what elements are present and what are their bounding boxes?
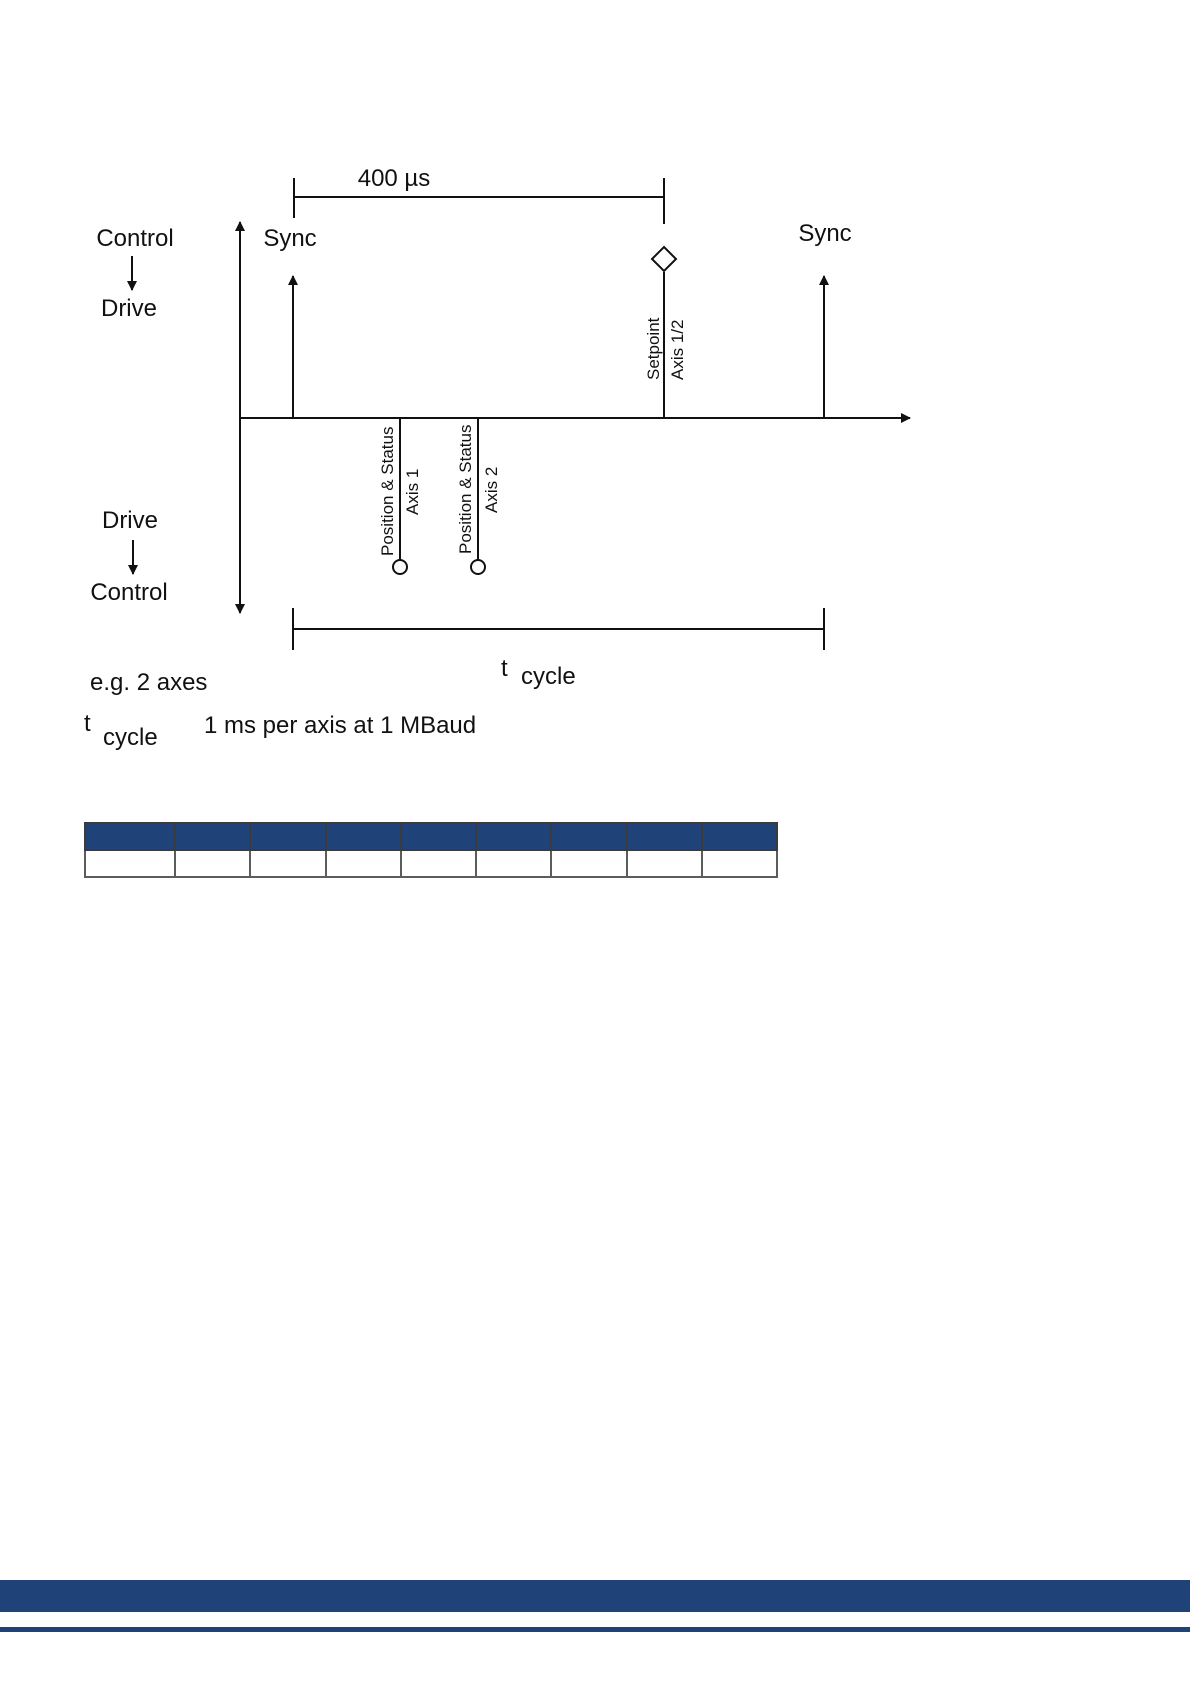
setpoint-label: Setpoint — [644, 317, 663, 380]
formula-sub: cycle — [103, 724, 158, 751]
table-header-cell — [85, 823, 175, 850]
example-note: e.g. 2 axes — [90, 669, 208, 696]
sync-pulse-left — [263, 225, 316, 418]
table-header-row — [85, 823, 777, 850]
table-row — [85, 850, 777, 877]
setpoint-marker — [644, 247, 687, 418]
footer-rule — [0, 1627, 1190, 1632]
control-label-top: Control — [96, 225, 174, 252]
table-header-cell — [551, 823, 626, 850]
table-header-cell — [401, 823, 476, 850]
sync-pulse-right — [798, 220, 851, 418]
table-header-cell — [627, 823, 702, 850]
table-header-cell — [175, 823, 250, 850]
status-marker-axis2 — [456, 418, 501, 574]
table-cell — [702, 850, 777, 877]
direction-control-to-drive — [96, 225, 173, 322]
setpoint-axis-label: Axis 1/2 — [668, 319, 687, 380]
formula-t: t — [84, 710, 91, 737]
table-header-cell — [250, 823, 325, 850]
empty-table — [84, 822, 778, 878]
circle-icon — [393, 560, 407, 574]
table-header-cell — [326, 823, 401, 850]
status-marker-axis1 — [378, 418, 422, 574]
axis2-axis-label: Axis 2 — [482, 466, 501, 513]
table-cell — [401, 850, 476, 877]
table-cell — [250, 850, 325, 877]
table-cell — [476, 850, 551, 877]
cycle-bracket — [293, 608, 824, 690]
control-label-bottom: Control — [90, 579, 168, 606]
table-cell — [85, 850, 175, 877]
direction-drive-to-control — [90, 507, 167, 606]
diamond-icon — [652, 247, 676, 271]
axis1-status-label: Position & Status — [378, 426, 397, 556]
axis2-status-label: Position & Status — [456, 424, 475, 554]
cycle-t: t — [501, 655, 508, 682]
circle-icon — [471, 560, 485, 574]
drive-label-top: Drive — [100, 295, 158, 322]
sync-label-right: Sync — [798, 220, 852, 247]
sync-label-left: Sync — [263, 225, 317, 252]
cycle-sub: cycle — [521, 663, 576, 690]
table-cell — [175, 850, 250, 877]
table-header-cell — [702, 823, 777, 850]
table-header-cell — [476, 823, 551, 850]
table-cell — [627, 850, 702, 877]
drive-label-bottom: Drive — [101, 507, 159, 534]
table-cell — [551, 850, 626, 877]
table-cell — [326, 850, 401, 877]
footer-band — [0, 1580, 1190, 1612]
interval-400us-label: 400 µs — [357, 165, 431, 192]
formula-text: 1 ms per axis at 1 MBaud — [204, 712, 477, 739]
cycle-formula — [84, 710, 476, 751]
interval-400us — [294, 165, 664, 224]
axis1-axis-label: Axis 1 — [403, 468, 422, 515]
